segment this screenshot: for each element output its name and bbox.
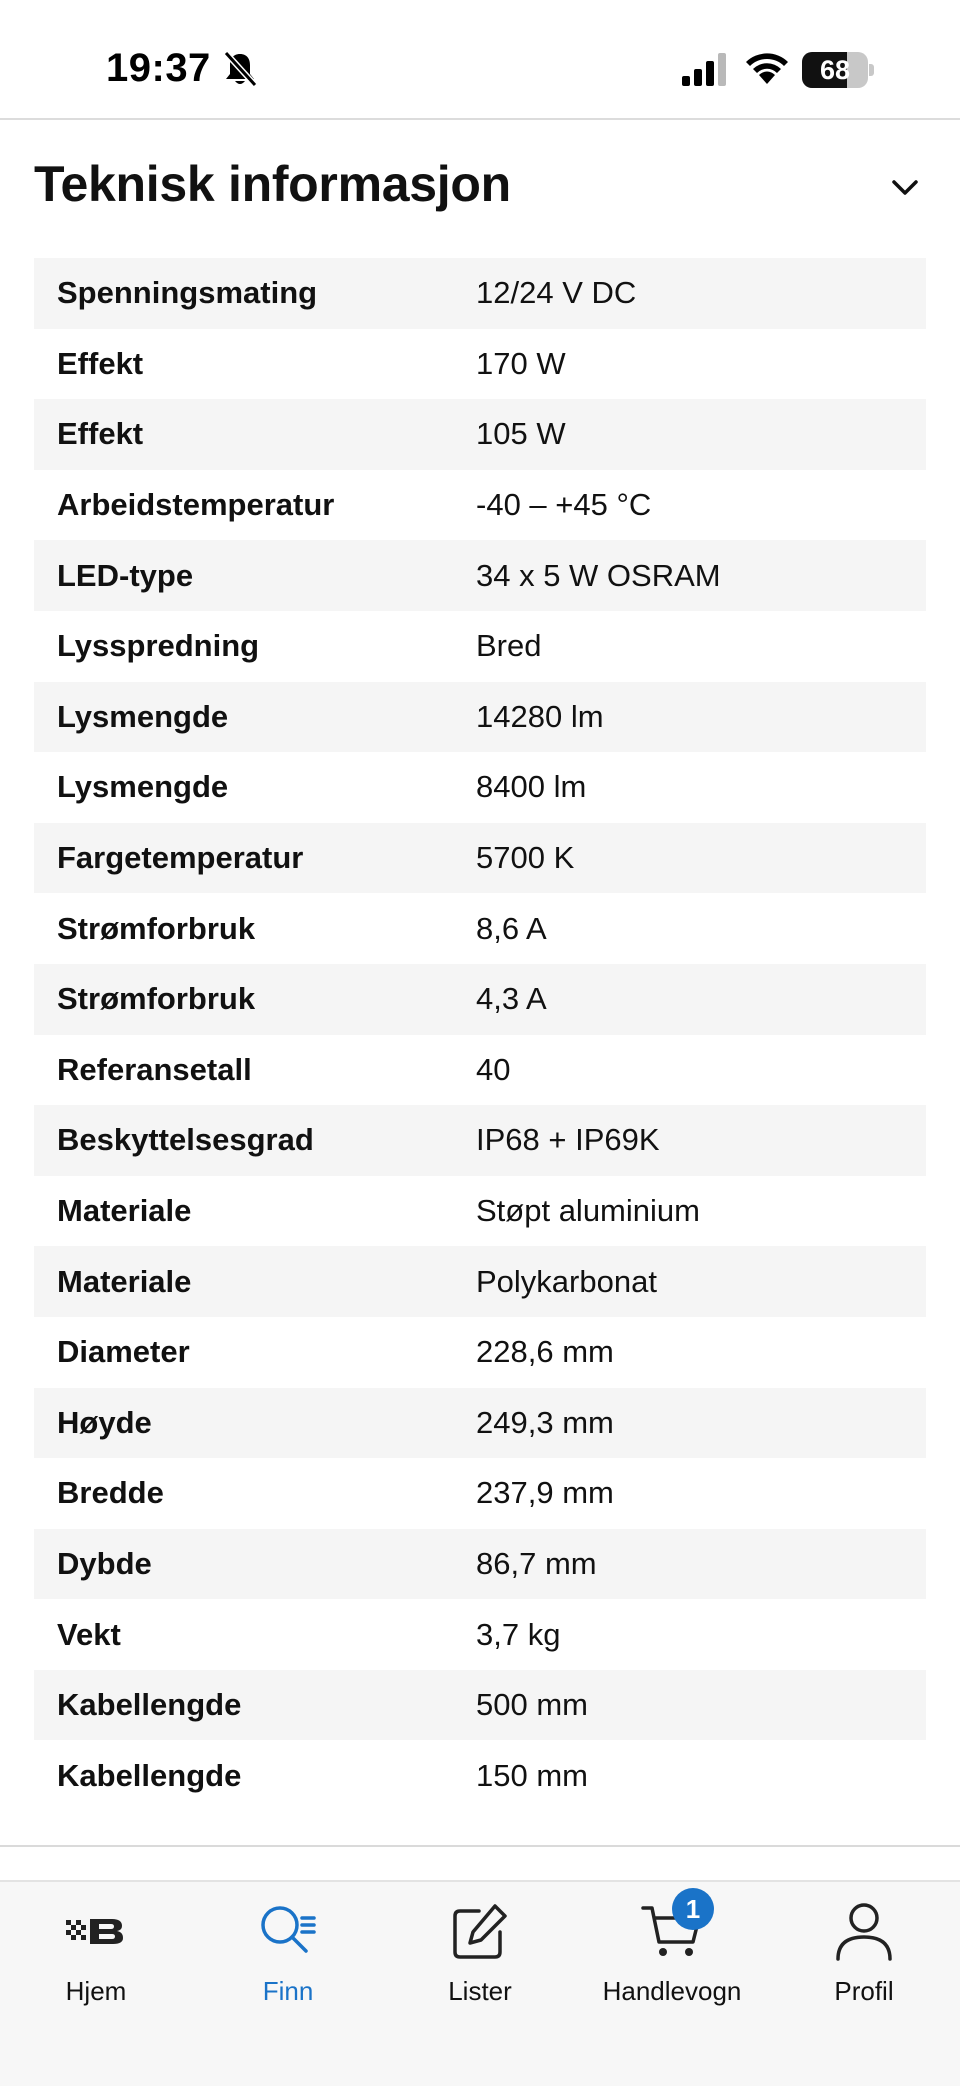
spec-label: Spenningsmating [57,275,318,311]
spec-row [34,1388,926,1459]
spec-label: Arbeidstemperatur [57,487,335,523]
search-icon [258,1903,318,1959]
tab-label: Profil [834,1976,894,2006]
spec-value: 170 W [476,345,566,381]
spec-label: Dybde [57,1545,152,1581]
spec-row [34,399,926,470]
spec-value: 249,3 mm [476,1404,614,1440]
spec-value: 8,6 A [476,910,547,946]
spec-row [34,1458,926,1529]
spec-value: 500 mm [476,1687,588,1723]
tab-label: Finn [262,1976,314,2006]
battery-icon [802,52,874,88]
tab-finn[interactable] [192,1882,384,2012]
section-title: Teknisk informasjon [34,156,511,212]
spec-row [34,329,926,400]
spec-value: -40 – +45 °C [476,487,652,523]
spec-label: Referansetall [57,1051,252,1087]
spec-row [34,682,926,753]
spec-row [34,1599,926,1670]
cart-badge: 1 [672,1888,714,1930]
spec-label: Lysmengde [57,698,229,734]
spec-row [34,611,926,682]
spec-label: Diameter [57,1334,190,1370]
spec-value: 3,7 kg [476,1616,561,1652]
spec-label: Kabellengde [57,1757,242,1793]
spec-row [34,1246,926,1317]
wifi-icon [744,50,790,86]
spec-row [34,752,926,823]
spec-value: 4,3 A [476,981,547,1017]
spec-label: Beskyttelsesgrad [57,1122,314,1158]
spec-value: Polykarbonat [476,1263,657,1299]
spec-value: 228,6 mm [476,1334,614,1370]
spec-label: Bredde [57,1475,164,1511]
tab-label: Lister [448,1976,512,2006]
tab-lister[interactable] [384,1882,576,2012]
spec-value: IP68 + IP69K [476,1122,660,1158]
spec-value: 5700 K [476,840,575,876]
spec-value: 105 W [476,416,566,452]
spec-label: Effekt [57,416,144,452]
status-bar [0,0,960,120]
status-time: 19:37 [106,46,211,90]
spec-value: Støpt aluminium [476,1193,700,1229]
spec-value: 237,9 mm [476,1475,614,1511]
spec-label: Vekt [57,1616,121,1652]
spec-row [34,1670,926,1741]
edit-list-icon [451,1902,509,1960]
spec-row [34,1176,926,1247]
spec-label: Lysmengde [57,769,229,805]
spec-row [34,1740,926,1811]
spec-value: 86,7 mm [476,1545,597,1581]
tab-label: Handlevogn [602,1976,742,2006]
spec-row [34,823,926,894]
spec-value: 8400 lm [476,769,587,805]
bell-slash-icon [222,50,258,88]
tab-handlevogn[interactable] [576,1882,768,2012]
battery-level: 68 [819,55,851,85]
spec-label: Høyde [57,1404,152,1440]
spec-row [34,1105,926,1176]
spec-table [34,258,926,1811]
spec-row [34,470,926,541]
spec-row [34,964,926,1035]
spec-label: Materiale [57,1193,192,1229]
spec-row [34,258,926,329]
tab-hjem[interactable] [0,1882,192,2012]
spec-value: Bred [476,628,542,664]
spec-row [34,1035,926,1106]
spec-value: 12/24 V DC [476,275,637,311]
spec-row [34,893,926,964]
spec-row [34,540,926,611]
spec-value: 150 mm [476,1757,588,1793]
divider [0,1845,960,1847]
signal-icon [680,52,730,86]
profile-icon [834,1901,894,1961]
spec-label: Lysspredning [57,628,260,664]
tab-profil[interactable] [768,1882,960,2012]
spec-label: Kabellengde [57,1687,242,1723]
spec-label: Effekt [57,345,144,381]
tab-label: Hjem [65,1976,127,2006]
spec-label: Strømforbruk [57,910,256,946]
spec-value: 40 [476,1051,511,1087]
spec-label: Materiale [57,1263,192,1299]
spec-label: Fargetemperatur [57,840,304,876]
spec-value: 34 x 5 W OSRAM [476,557,721,593]
chevron-down-icon[interactable] [890,176,920,200]
spec-label: Strømforbruk [57,981,256,1017]
tab-bar [0,1880,960,2086]
spec-value: 14280 lm [476,698,604,734]
spec-row [34,1529,926,1600]
spec-label: LED-type [57,557,194,593]
spec-row [34,1317,926,1388]
home-logo-icon [66,1916,126,1946]
